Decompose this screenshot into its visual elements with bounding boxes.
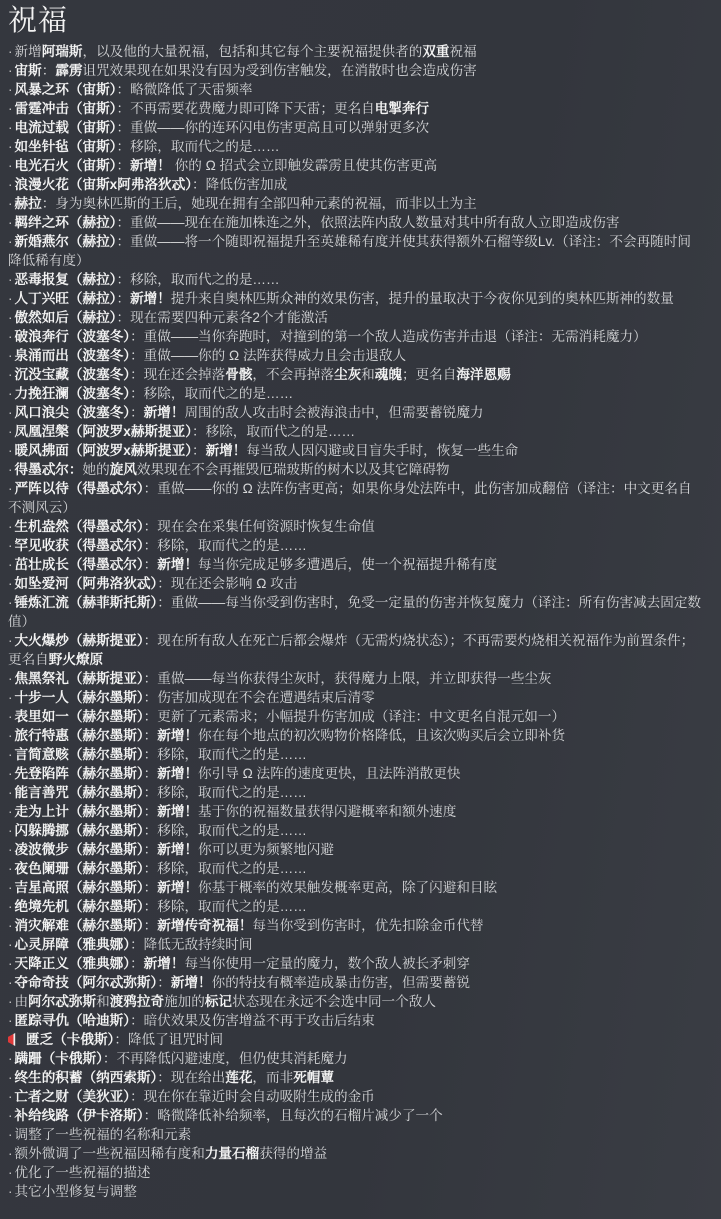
item-text: ：移除，取而代之的是…… — [143, 823, 307, 838]
bullet: · — [8, 348, 13, 363]
bold-term: 阿尔忒弥斯 — [28, 994, 97, 1009]
item-text: ：现在需要四种元素各2个才能激活 — [116, 310, 328, 325]
item-text: 周围的敌人攻击时会被海浪击中，但需要蓄锐魔力 — [184, 405, 484, 420]
bullet: · — [8, 1070, 13, 1085]
list-item — [8, 80, 703, 99]
bold-term: 电光石火（宙斯） — [14, 158, 117, 173]
bold-term: 亡者之财（美狄亚） — [14, 1089, 131, 1104]
bold-term: 骨骸 — [225, 367, 253, 382]
bullet: · — [8, 804, 13, 819]
list-item — [8, 213, 703, 232]
item-text: ：移除，取而代之的是…… — [143, 747, 307, 762]
bold-term: 魂魄 — [374, 367, 402, 382]
item-text: 祝福 — [449, 44, 477, 59]
item-text: 每当你完成足够多遭遇后，使一个祝福提升稀有度 — [198, 557, 498, 572]
bold-term: 表里如一（赫尔墨斯） — [14, 709, 144, 724]
bullet: · — [8, 557, 13, 572]
list-item — [8, 118, 703, 137]
bullet: · — [8, 937, 13, 952]
list-item — [8, 726, 703, 745]
patch-notes-list — [8, 42, 713, 1201]
bold-term: 旋风 — [109, 462, 137, 477]
list-item — [8, 707, 703, 726]
list-item — [8, 878, 703, 897]
list-item — [8, 821, 703, 840]
item-text: ： — [130, 405, 144, 420]
bold-term: 暖风拂面（阿波罗x赫斯提亚） — [14, 443, 193, 458]
bold-term: 力量石榴 — [204, 1146, 260, 1161]
item-text: 她的 — [82, 462, 110, 477]
item-text: ： — [116, 291, 131, 306]
list-item — [8, 669, 703, 688]
bold-term: 如坠爱河（阿弗洛狄忒） — [14, 576, 158, 591]
list-item — [8, 764, 703, 783]
list-item — [8, 745, 703, 764]
bold-term: 宙斯 — [14, 63, 42, 78]
bold-term: 新增！ — [157, 880, 199, 895]
bullet: · — [8, 462, 13, 477]
item-text: ： — [130, 956, 144, 971]
item-text: 调整了一些祝福的名称和元素 — [14, 1127, 192, 1142]
list-item — [8, 916, 703, 935]
bold-term: 渡鸦拉奇 — [109, 994, 165, 1009]
list-item — [8, 1030, 703, 1049]
bullet: · — [8, 538, 13, 553]
item-text: ：重做——你的 Ω 法阵伤害更高；如果你身处法阵中，此伤害加成翻倍（译注：中文更名自不测风云） — [8, 481, 692, 515]
item-text: ： — [116, 158, 131, 173]
bold-term: 补给线路（伊卡洛斯） — [14, 1108, 144, 1123]
bold-term: 严阵以待（得墨忒尔） — [14, 481, 144, 496]
list-item — [8, 327, 703, 346]
bold-term: 莲花 — [225, 1070, 253, 1085]
item-text: 你的 Ω 招式会立即触发霹雳且使其伤害更高 — [170, 158, 438, 173]
bold-term: 新增！ — [205, 443, 247, 458]
bullet: · — [8, 633, 13, 648]
bold-term: 心灵屏障（雅典娜） — [14, 937, 131, 952]
item-text: ：现在所有敌人在死亡后都会爆炸（无需灼烧状态）；不再需要灼烧相关祝福作为前置条件；更名自 — [8, 633, 695, 667]
item-text: 你基于概率的效果触发概率更高，除了闪避和目眩 — [198, 880, 498, 895]
list-item — [8, 517, 703, 536]
item-text: 由 — [14, 994, 29, 1009]
item-text: 额外微调了一些祝福因稀有度和 — [14, 1146, 205, 1161]
list-item — [8, 232, 703, 270]
list-item — [8, 460, 703, 479]
item-text: ：移除，取而代之的是…… — [143, 861, 307, 876]
item-text: ：不再需要花费魔力即可降下天雷；更名自 — [116, 101, 375, 116]
list-item — [8, 593, 703, 631]
bold-term: 新增传奇祝福！ — [157, 918, 253, 933]
bold-term: 电流过载（宙斯） — [14, 120, 117, 135]
bold-term: 新增！ — [130, 291, 171, 306]
list-item — [8, 802, 703, 821]
list-item — [8, 555, 703, 574]
item-text: ：伤害加成现在不会在遭遇结束后清零 — [143, 690, 375, 705]
megaphone-icon — [8, 1033, 20, 1046]
bold-term: 浪漫火花（宙斯x阿弗洛狄忒） — [14, 177, 193, 192]
item-text: 每当你使用一定量的魔力，数个敌人被长矛刺穿 — [184, 956, 470, 971]
list-item — [8, 99, 703, 118]
item-text: 你可以更为频繁地闪避 — [198, 842, 334, 857]
bullet: · — [8, 329, 13, 344]
list-item — [8, 973, 703, 992]
bullet: · — [8, 861, 13, 876]
bold-term: 匿踪寻仇（哈迪斯） — [14, 1013, 131, 1028]
bullet: · — [8, 405, 13, 420]
list-item — [8, 1011, 703, 1030]
bold-term: 先登陷阵（赫尔墨斯） — [14, 766, 144, 781]
item-text: ：重做——当你奔跑时，对撞到的第一个敌人造成伤害并击退（译注：无需消耗魔力） — [130, 329, 647, 344]
bold-term: 夺命奇技（阿尔忒弥斯） — [14, 975, 158, 990]
list-item — [8, 1049, 703, 1068]
bold-term: 电掣奔行 — [374, 101, 430, 116]
item-text: ：现在会在采集任何资源时恢复生命值 — [143, 519, 375, 534]
bullet: · — [8, 1184, 13, 1199]
bullet: · — [8, 234, 13, 249]
bullet: · — [8, 595, 13, 610]
bold-term: 匮乏（卡俄斯） — [26, 1032, 115, 1047]
bold-term: 死帽蕈 — [293, 1070, 334, 1085]
item-text: ： — [143, 842, 158, 857]
bold-term: 锤炼汇流（赫菲斯托斯） — [14, 595, 158, 610]
list-item — [8, 137, 703, 156]
bullet: · — [8, 709, 13, 724]
item-text: ：现在给出 — [157, 1070, 226, 1085]
item-text: ： — [143, 766, 158, 781]
bullet: · — [8, 481, 13, 496]
bullet: · — [8, 158, 13, 173]
bold-term: 新增！ — [130, 158, 171, 173]
bullet: · — [8, 1013, 13, 1028]
bold-term: 十步一人（赫尔墨斯） — [14, 690, 144, 705]
item-text: 和 — [361, 367, 375, 382]
bold-term: 羁绊之环（赫拉） — [14, 215, 117, 230]
bold-term: 尘灰 — [333, 367, 362, 382]
item-text: ：移除，取而代之的是…… — [192, 424, 356, 439]
item-text: ：移除，取而代之的是…… — [130, 386, 294, 401]
list-item — [8, 422, 703, 441]
bullet: · — [8, 956, 13, 971]
bold-term: 力挽狂澜（波塞冬） — [14, 386, 131, 401]
item-text: ：重做——每当你受到伤害时，免受一定量的伤害并恢复魔力（译注：所有伤害减去固定数值） — [8, 595, 702, 629]
bullet: · — [8, 1146, 13, 1161]
bold-term: 罕见收获（得墨忒尔） — [14, 538, 144, 553]
bold-term: 新婚燕尔（赫拉） — [14, 234, 117, 249]
item-text: ，不会再掉落 — [252, 367, 334, 382]
bold-term: 蹒跚（卡俄斯） — [14, 1051, 103, 1066]
bullet: · — [8, 272, 13, 287]
bold-term: 新增！ — [157, 728, 199, 743]
bold-term: 如坐针毡（宙斯） — [14, 139, 117, 154]
item-text: ；更名自 — [401, 367, 457, 382]
bullet: · — [8, 1051, 13, 1066]
item-text: ：移除，取而代之的是…… — [116, 139, 280, 154]
item-text: 优化了一些祝福的描述 — [14, 1165, 151, 1180]
item-text: ：现在还会掉落 — [130, 367, 226, 382]
bold-term: 破浪奔行（波塞冬） — [14, 329, 131, 344]
list-item — [8, 1163, 703, 1182]
item-text: ：重做——每当你获得尘灰时，获得魔力上限，并立即获得一些尘灰 — [143, 671, 552, 686]
bullet: · — [8, 880, 13, 895]
bold-term: 言简意赅（赫尔墨斯） — [14, 747, 144, 762]
bullet: · — [8, 82, 13, 97]
item-text: ：移除，取而代之的是…… — [143, 785, 307, 800]
bullet: · — [8, 994, 13, 1009]
bullet: · — [8, 196, 13, 211]
item-text: 其它小型修复与调整 — [14, 1184, 137, 1199]
list-item — [8, 992, 703, 1011]
bold-term: 双重 — [422, 44, 450, 59]
bullet: · — [8, 215, 13, 230]
bullet: · — [8, 424, 13, 439]
item-text: ：重做——你的连环闪电伤害更高且可以弹射更多次 — [116, 120, 430, 135]
list-item — [8, 897, 703, 916]
item-text: 每当敌人因闪避或目盲失手时，恢复一些生命 — [246, 443, 519, 458]
bullet: · — [8, 728, 13, 743]
item-text: 你引导 Ω 法阵的速度更快，且法阵消散更快 — [198, 766, 461, 781]
list-item — [8, 61, 703, 80]
bullet: · — [8, 1089, 13, 1104]
list-item — [8, 1106, 703, 1125]
bold-term: 得墨忒尔： — [14, 462, 83, 477]
bold-term: 旅行特惠（赫尔墨斯） — [14, 728, 144, 743]
list-item — [8, 1144, 703, 1163]
bold-term: 新增！ — [157, 766, 199, 781]
bold-term: 消灾解难（赫尔墨斯） — [14, 918, 144, 933]
bullet: · — [8, 785, 13, 800]
item-text: 基于你的祝福数量获得闪避概率和额外速度 — [198, 804, 457, 819]
list-item — [8, 935, 703, 954]
item-text: ：降低伤害加成 — [192, 177, 288, 192]
bullet: · — [8, 310, 13, 325]
item-text: 提升来自奥林匹斯众神的效果伤害，提升的量取决于今夜你见到的奥林匹斯神的数量 — [170, 291, 674, 306]
bullet: · — [8, 101, 13, 116]
bullet: · — [8, 671, 13, 686]
bullet: · — [8, 291, 13, 306]
item-text: ：移除，取而代之的是…… — [116, 272, 280, 287]
item-text: ：不再降低闪避速度，但仍使其消耗魔力 — [102, 1051, 348, 1066]
bullet: · — [8, 63, 13, 78]
bold-term: 风口浪尖（波塞冬） — [14, 405, 131, 420]
item-text: 施加的 — [164, 994, 205, 1009]
list-item — [8, 270, 703, 289]
bold-term: 新增！ — [157, 804, 199, 819]
list-item — [8, 574, 703, 593]
bold-term: 绝境先机（赫尔墨斯） — [14, 899, 144, 914]
bold-term: 闪躲腾挪（赫尔墨斯） — [14, 823, 144, 838]
bullet: · — [8, 1165, 13, 1180]
list-item — [8, 289, 703, 308]
bold-term: 吉星高照（赫尔墨斯） — [14, 880, 144, 895]
list-item — [8, 403, 703, 422]
item-text: ：移除，取而代之的是…… — [143, 899, 307, 914]
bold-term: 新增！ — [143, 956, 185, 971]
item-text: ： — [143, 728, 158, 743]
bullet: · — [8, 44, 13, 59]
item-text: ： — [41, 63, 56, 78]
bullet: · — [8, 766, 13, 781]
bullet: · — [8, 177, 13, 192]
item-text: 你的特技有概率造成暴击伤害，但需要蓄锐 — [211, 975, 470, 990]
item-text: 每当你受到伤害时，优先扣除金币代替 — [252, 918, 484, 933]
item-text: ：身为奥林匹斯的王后，她现在拥有全部四种元素的祝福，而非以土为主 — [41, 196, 477, 211]
bold-term: 天降正义（雅典娜） — [14, 956, 131, 971]
bullet: · — [8, 747, 13, 762]
item-text: 你在每个地点的初次购物价格降低，且该次购买后会立即补货 — [198, 728, 566, 743]
list-item — [8, 156, 703, 175]
bullet: · — [8, 367, 13, 382]
bold-term: 新增！ — [170, 975, 212, 990]
bold-term: 阿瑞斯 — [41, 44, 83, 59]
bullet: · — [8, 1108, 13, 1123]
list-item — [8, 1068, 703, 1087]
item-text: 获得的增益 — [259, 1146, 328, 1161]
list-item — [8, 688, 703, 707]
bold-term: 标记 — [204, 994, 233, 1009]
bullet: · — [8, 690, 13, 705]
bold-term: 茁壮成长（得墨忒尔） — [14, 557, 144, 572]
item-text: ：更新了元素需求；小幅提升伤害加成（译注：中文更名自混元如一） — [143, 709, 566, 724]
item-text: ：略微降低了天雷频率 — [116, 82, 253, 97]
bold-term: 人丁兴旺（赫拉） — [14, 291, 117, 306]
list-item — [8, 1125, 703, 1144]
list-item — [8, 479, 703, 517]
bold-term: 夜色阑珊（赫尔墨斯） — [14, 861, 144, 876]
list-item — [8, 859, 703, 878]
list-item — [8, 384, 703, 403]
list-item — [8, 175, 703, 194]
item-text: ： — [143, 918, 158, 933]
bold-term: 新增！ — [157, 842, 199, 857]
item-text: ： — [143, 880, 158, 895]
bullet: · — [8, 576, 13, 591]
bold-term: 泉涌而出（波塞冬） — [14, 348, 131, 363]
list-item — [8, 1182, 703, 1201]
bold-term: 野火燎原 — [48, 652, 104, 667]
bullet: · — [8, 120, 13, 135]
bullet: · — [8, 918, 13, 933]
section-title: 祝福 — [8, 5, 69, 37]
list-item — [8, 1087, 703, 1106]
bold-term: 终生的积蓄（纳西索斯） — [14, 1070, 158, 1085]
list-item — [8, 631, 703, 669]
list-item — [8, 536, 703, 555]
item-text: ：暗伏效果及伤害增益不再于攻击后结束 — [130, 1013, 375, 1028]
item-text: 新增 — [14, 44, 42, 59]
bold-term: 霹雳 — [55, 63, 83, 78]
bold-term: 海洋恩赐 — [456, 367, 511, 382]
item-text: 状态现在永远不会选中同一个敌人 — [232, 994, 436, 1009]
bullet: · — [8, 823, 13, 838]
item-text: ： — [157, 975, 171, 990]
item-text: ： — [143, 557, 158, 572]
item-text: ：略微降低补给频率，且每次的石榴片减少了一个 — [143, 1108, 443, 1123]
item-text: ：重做——将一个随即祝福提升至英雄稀有度并使其获得额外石榴等级Lv.（译注：不会再随时间降低稀有度） — [8, 234, 691, 268]
item-text: ，而非 — [252, 1070, 294, 1085]
item-text: ： — [192, 443, 206, 458]
bold-term: 雷霆冲击（宙斯） — [14, 101, 117, 116]
bold-term: 能言善咒（赫尔墨斯） — [14, 785, 144, 800]
list-item — [8, 308, 703, 327]
bold-term: 大火爆炒（赫斯提亚） — [14, 633, 144, 648]
list-item — [8, 783, 703, 802]
item-text: 和 — [96, 994, 110, 1009]
item-text: 诅咒效果现在如果没有因为受到伤害触发，在消散时也会造成伤害 — [82, 63, 477, 78]
item-text: ：重做——你的 Ω 法阵获得威力且会击退敌人 — [130, 348, 407, 363]
bold-term: 凤凰涅槃（阿波罗x赫斯提亚） — [14, 424, 193, 439]
item-text: ，以及他的大量祝福，包括和其它每个主要祝福提供者的 — [82, 44, 423, 59]
item-text: ：降低了诅咒时间 — [114, 1032, 224, 1047]
bullet: · — [8, 899, 13, 914]
bold-term: 恶毒报复（赫拉） — [14, 272, 117, 287]
list-item — [8, 365, 703, 384]
list-item — [8, 194, 703, 213]
bold-term: 风暴之环（宙斯） — [14, 82, 117, 97]
bullet: · — [8, 975, 13, 990]
bold-term: 焦黑祭礼（赫斯提亚） — [14, 671, 144, 686]
list-item — [8, 346, 703, 365]
item-text: ：重做——现在在施加株连之外，依照法阵内敌人数量对其中所有敌人立即造成伤害 — [116, 215, 620, 230]
bullet: · — [8, 386, 13, 401]
item-text: ：移除，取而代之的是…… — [143, 538, 307, 553]
bold-term: 沉没宝藏（波塞冬） — [14, 367, 131, 382]
item-text: 效果现在不会再摧毁厄瑞玻斯的树木以及其它障碍物 — [136, 462, 450, 477]
list-item — [8, 840, 703, 859]
bullet: · — [8, 842, 13, 857]
list-item — [8, 441, 703, 460]
list-item — [8, 954, 703, 973]
bold-term: 凌波微步（赫尔墨斯） — [14, 842, 144, 857]
list-item — [8, 42, 703, 61]
item-text: ：现在你在靠近时会自动吸附生成的金币 — [130, 1089, 375, 1104]
item-text: ： — [143, 804, 158, 819]
bullet: · — [8, 1127, 13, 1142]
bullet: · — [8, 519, 13, 534]
bold-term: 赫拉 — [14, 196, 42, 211]
bold-term: 新增！ — [143, 405, 185, 420]
bold-term: 生机盎然（得墨忒尔） — [14, 519, 144, 534]
bold-term: 傲然如后（赫拉） — [14, 310, 117, 325]
bullet: · — [8, 443, 13, 458]
item-text: ：降低无敌持续时间 — [130, 937, 253, 952]
bullet: · — [8, 139, 13, 154]
bold-term: 新增！ — [157, 557, 199, 572]
bold-term: 走为上计（赫尔墨斯） — [14, 804, 144, 819]
item-text: ：现在还会影响 Ω 攻击 — [157, 576, 298, 591]
